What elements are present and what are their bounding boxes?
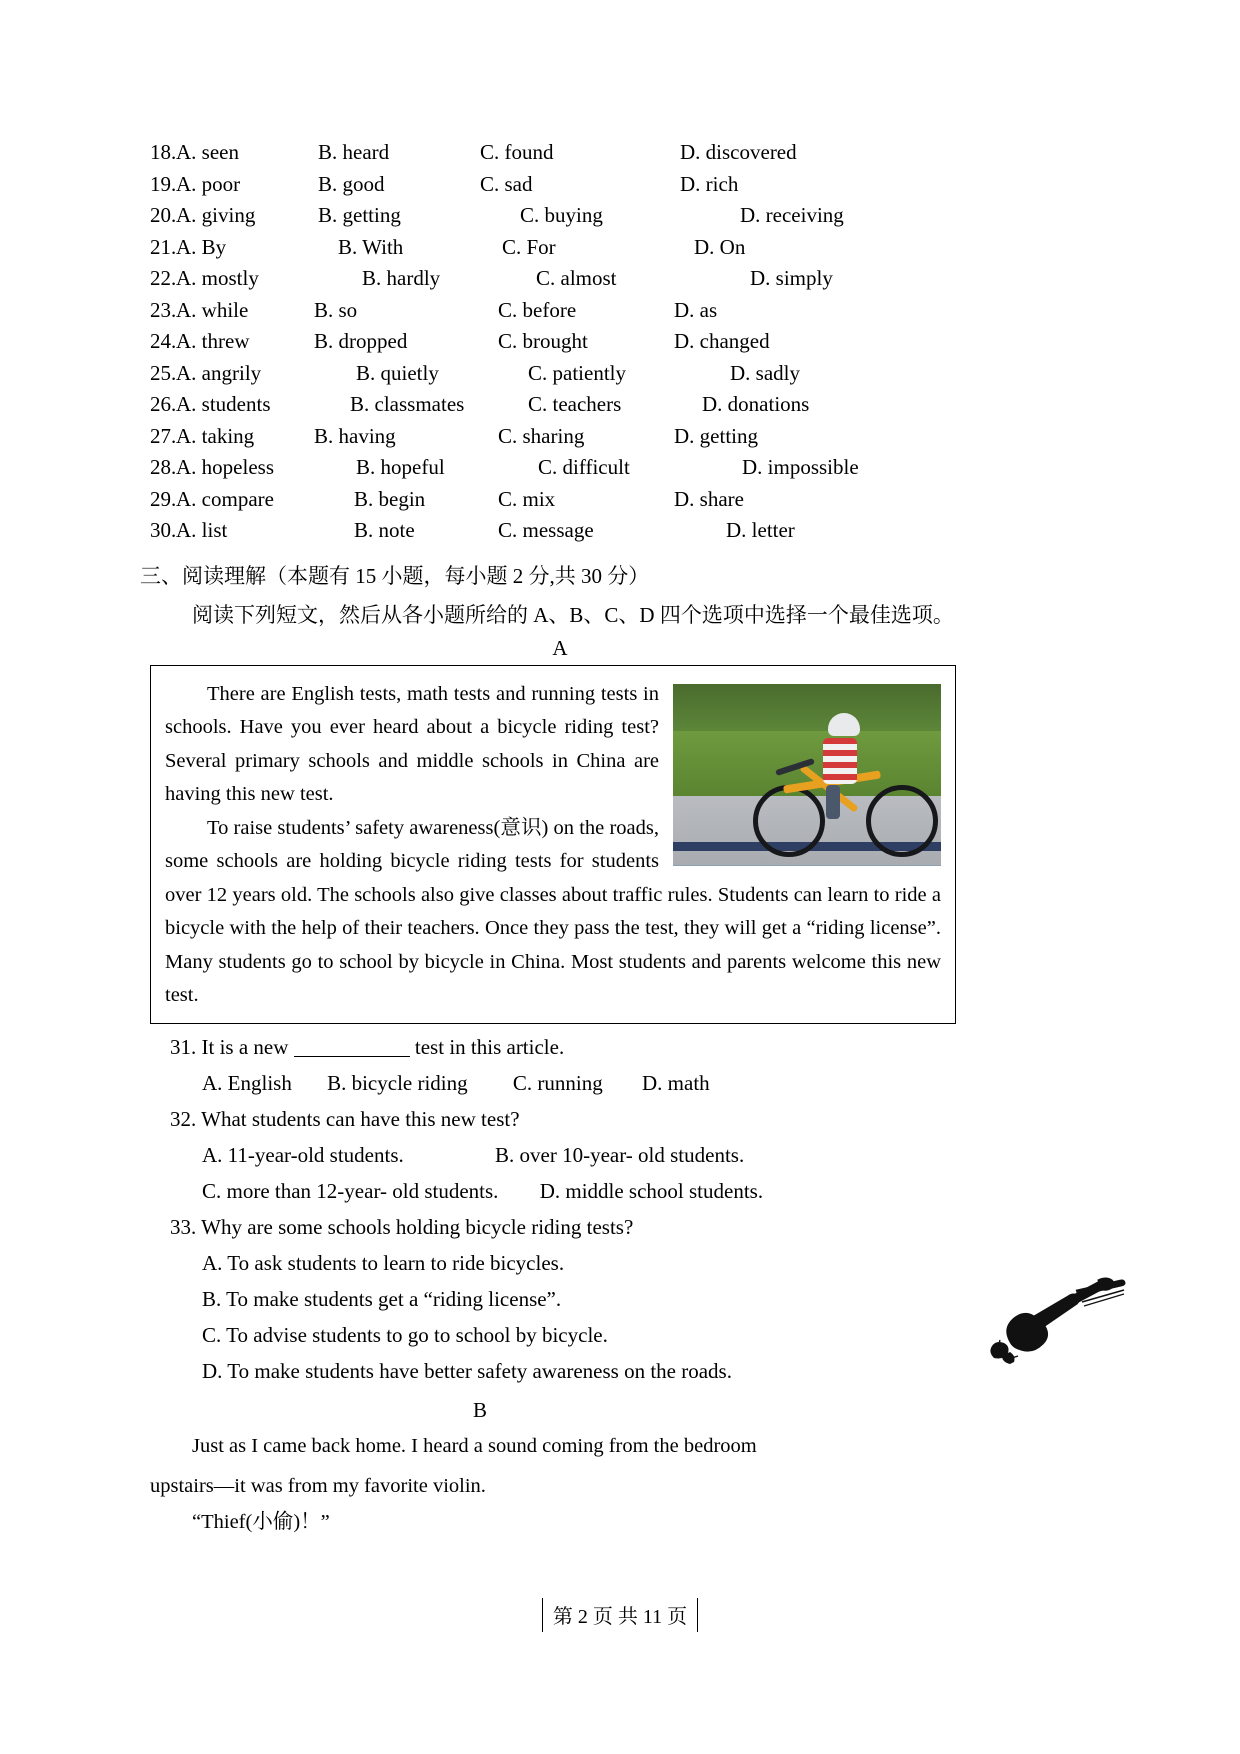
question-32-options-row2 bbox=[202, 1179, 1090, 1204]
question-33-option-d[interactable]: D. To make students have better safety awareness on the roads. bbox=[202, 1358, 732, 1383]
option-d[interactable]: D. math bbox=[642, 1070, 710, 1095]
cloze-option-c[interactable]: C. sharing bbox=[498, 423, 585, 448]
cloze-number: 21. bbox=[150, 234, 177, 259]
question-32-options-row1 bbox=[202, 1143, 1090, 1168]
passage-b-label: B bbox=[472, 1397, 487, 1422]
cloze-option-a[interactable]: A. compare bbox=[176, 486, 274, 511]
option-b[interactable]: B. bicycle riding bbox=[327, 1070, 468, 1095]
question-32 bbox=[170, 1107, 1090, 1132]
cloze-option-c[interactable]: C. sad bbox=[480, 171, 533, 196]
cloze-option-d[interactable]: D. receiving bbox=[740, 203, 844, 227]
cloze-option-a[interactable]: A. By bbox=[176, 234, 227, 259]
cloze-option-b[interactable]: B. dropped bbox=[314, 329, 408, 353]
cloze-row bbox=[150, 203, 1090, 235]
cloze-option-b[interactable]: B. quietly bbox=[356, 360, 439, 385]
cloze-row bbox=[150, 329, 1090, 361]
cloze-row bbox=[150, 140, 1090, 172]
option-b[interactable]: B. over 10-year- old students. bbox=[495, 1142, 745, 1167]
cloze-option-a[interactable]: A. list bbox=[176, 518, 228, 542]
question-33-option-a[interactable]: A. To ask students to learn to ride bicycles. bbox=[202, 1250, 565, 1275]
cloze-row bbox=[150, 455, 1090, 487]
cloze-option-a[interactable]: A. threw bbox=[176, 329, 250, 353]
page-content bbox=[140, 140, 1090, 1539]
cloze-option-d[interactable]: D. discovered bbox=[680, 140, 797, 164]
cloze-option-b[interactable]: B. good bbox=[318, 171, 385, 196]
cloze-number: 24. bbox=[150, 329, 177, 353]
cloze-option-a[interactable]: A. students bbox=[176, 392, 271, 416]
cloze-option-c[interactable]: C. before bbox=[498, 297, 577, 322]
cloze-option-b[interactable]: B. classmates bbox=[350, 392, 465, 416]
cloze-option-a[interactable]: A. mostly bbox=[176, 266, 259, 290]
passage-b-line-3: “Thief(小偷)！” bbox=[192, 1510, 330, 1533]
cloze-row bbox=[150, 172, 1090, 204]
cloze-row bbox=[150, 298, 1090, 330]
cloze-option-c[interactable]: C. teachers bbox=[528, 392, 622, 416]
question-31 bbox=[170, 1035, 1090, 1060]
cloze-option-d[interactable]: D. impossible bbox=[742, 455, 859, 479]
option-c[interactable]: C. running bbox=[512, 1070, 603, 1095]
cloze-option-a[interactable]: A. taking bbox=[176, 423, 255, 448]
cloze-row bbox=[150, 392, 1090, 424]
cloze-option-c[interactable]: C. found bbox=[480, 140, 554, 164]
cloze-option-a[interactable]: A. while bbox=[176, 297, 249, 322]
bicycle-photo bbox=[673, 684, 941, 866]
cloze-option-a[interactable]: A. giving bbox=[176, 203, 256, 227]
page-number: 第 2 页 共 11 页 bbox=[542, 1598, 698, 1632]
passage-b-line-1: Just as I came back home. I heard a sound coming from the bedroom bbox=[192, 1434, 757, 1457]
question-32-stem: What students can have this new test? bbox=[201, 1106, 520, 1131]
question-31-number: 31. bbox=[170, 1034, 197, 1059]
cloze-options-block bbox=[150, 140, 1090, 550]
cloze-option-d[interactable]: D. changed bbox=[674, 329, 770, 353]
cloze-option-c[interactable]: C. almost bbox=[536, 266, 617, 290]
cloze-option-b[interactable]: B. hopeful bbox=[356, 455, 445, 479]
cloze-option-d[interactable]: D. as bbox=[674, 297, 718, 322]
cloze-option-d[interactable]: D. letter bbox=[726, 518, 795, 542]
cloze-row bbox=[150, 424, 1090, 456]
cloze-number: 26. bbox=[150, 392, 177, 416]
section-heading: 三、阅读理解（本题有 15 小题，每小题 2 分,共 30 分） bbox=[140, 563, 650, 588]
cloze-option-b[interactable]: B. With bbox=[338, 234, 404, 259]
cloze-option-b[interactable]: B. heard bbox=[318, 140, 390, 164]
cloze-number: 19. bbox=[150, 171, 177, 196]
cloze-option-b[interactable]: B. so bbox=[314, 297, 358, 322]
passage-b-line-2: upstairs—it was from my favorite violin. bbox=[150, 1474, 486, 1497]
section-instruction: 阅读下列短文，然后从各小题所给的 A、B、C、D 四个选项中选择一个最佳选项。 bbox=[192, 602, 954, 627]
cloze-row bbox=[150, 487, 1090, 519]
option-d[interactable]: D. middle school students. bbox=[539, 1178, 764, 1203]
cloze-option-a: 18. bbox=[150, 140, 177, 164]
cloze-option-c[interactable]: C. For bbox=[502, 234, 556, 259]
cloze-option-d[interactable]: D. share bbox=[674, 486, 744, 511]
cloze-option-d[interactable]: D. rich bbox=[680, 171, 739, 196]
passage-a-box bbox=[150, 665, 956, 1024]
cloze-option-a[interactable]: A. poor bbox=[176, 171, 241, 196]
option-a[interactable]: A. English bbox=[202, 1070, 292, 1095]
cloze-row bbox=[150, 235, 1090, 267]
question-32-number: 32. bbox=[170, 1106, 197, 1131]
violin-illustration bbox=[980, 1272, 1140, 1380]
cloze-option-d[interactable]: D. On bbox=[694, 234, 746, 259]
cloze-row bbox=[150, 266, 1090, 298]
cloze-option-b[interactable]: B. note bbox=[354, 518, 415, 542]
page-footer bbox=[0, 1598, 1240, 1632]
cloze-option-d[interactable]: D. donations bbox=[702, 392, 810, 416]
cloze-option-a[interactable]: A. hopeless bbox=[176, 455, 274, 479]
cloze-option-c[interactable]: C. brought bbox=[498, 329, 588, 353]
option-a[interactable]: A. 11-year-old students. bbox=[202, 1142, 404, 1167]
cloze-number: 27. bbox=[150, 423, 177, 448]
question-33 bbox=[170, 1215, 1090, 1240]
cloze-number: 23. bbox=[150, 297, 177, 322]
passage-a-paragraph-1: There are English tests, math tests and running tests in schools. Have you ever heard about a bicycle riding test? Several primary schools and middle schools in China are having this new test. bbox=[165, 682, 659, 805]
cloze-option-b[interactable]: B. begin bbox=[354, 486, 426, 511]
cloze-option-c[interactable]: C. buying bbox=[520, 203, 603, 227]
cloze-option-c[interactable]: C. message bbox=[498, 518, 594, 542]
cloze-number: 28. bbox=[150, 455, 177, 479]
cloze-number: 29. bbox=[150, 486, 177, 511]
question-33-stem: Why are some schools holding bicycle riding tests? bbox=[201, 1214, 634, 1239]
passage-a-paragraph-2: To raise students’ safety awareness(意识) on the roads, some schools are holding bicycle riding tests for students over 12 years old. The schools also give classes about traffic rules. Students can learn to ride a bicycle with the help of their teachers. Once they pass the test, they will get a “riding license”. Many students go to school by bicycle in China. Most students and parents welcome this new test. bbox=[165, 816, 941, 1006]
cloze-number: 20. bbox=[150, 203, 177, 227]
cloze-number: 30. bbox=[150, 518, 177, 542]
answer-blank[interactable] bbox=[294, 1039, 410, 1057]
cloze-option-d[interactable]: D. getting bbox=[674, 423, 758, 448]
option-c[interactable]: C. more than 12-year- old students. bbox=[202, 1178, 499, 1203]
cloze-option-d[interactable]: D. sadly bbox=[730, 360, 800, 385]
cloze-number: 22. bbox=[150, 266, 177, 290]
cloze-number: 25. bbox=[150, 360, 177, 385]
cloze-option-d[interactable]: D. simply bbox=[750, 266, 833, 290]
cloze-row bbox=[150, 518, 1090, 550]
passage-a-label: A bbox=[552, 635, 568, 660]
question-33-option-c[interactable]: C. To advise students to go to school by bicycle. bbox=[202, 1322, 608, 1347]
question-31-options bbox=[202, 1071, 1090, 1096]
question-31-stem-after: test in this article. bbox=[414, 1034, 565, 1059]
question-33-number: 33. bbox=[170, 1214, 197, 1239]
cloze-option-b[interactable]: B. hardly bbox=[362, 266, 441, 290]
cloze-option-b[interactable]: B. getting bbox=[318, 203, 401, 227]
cloze-option-a[interactable]: A. angrily bbox=[176, 360, 262, 385]
cloze-option-c[interactable]: C. difficult bbox=[538, 455, 630, 479]
question-31-stem-before: It is a new bbox=[201, 1034, 289, 1059]
cloze-row bbox=[150, 361, 1090, 393]
cloze-option-b[interactable]: B. having bbox=[314, 423, 396, 448]
cloze-option-c[interactable]: C. patiently bbox=[528, 360, 626, 385]
cloze-option-c[interactable]: C. mix bbox=[498, 486, 556, 511]
cloze-option-a[interactable]: A. seen bbox=[176, 140, 239, 164]
question-33-option-b[interactable]: B. To make students get a “riding license”. bbox=[202, 1286, 562, 1311]
